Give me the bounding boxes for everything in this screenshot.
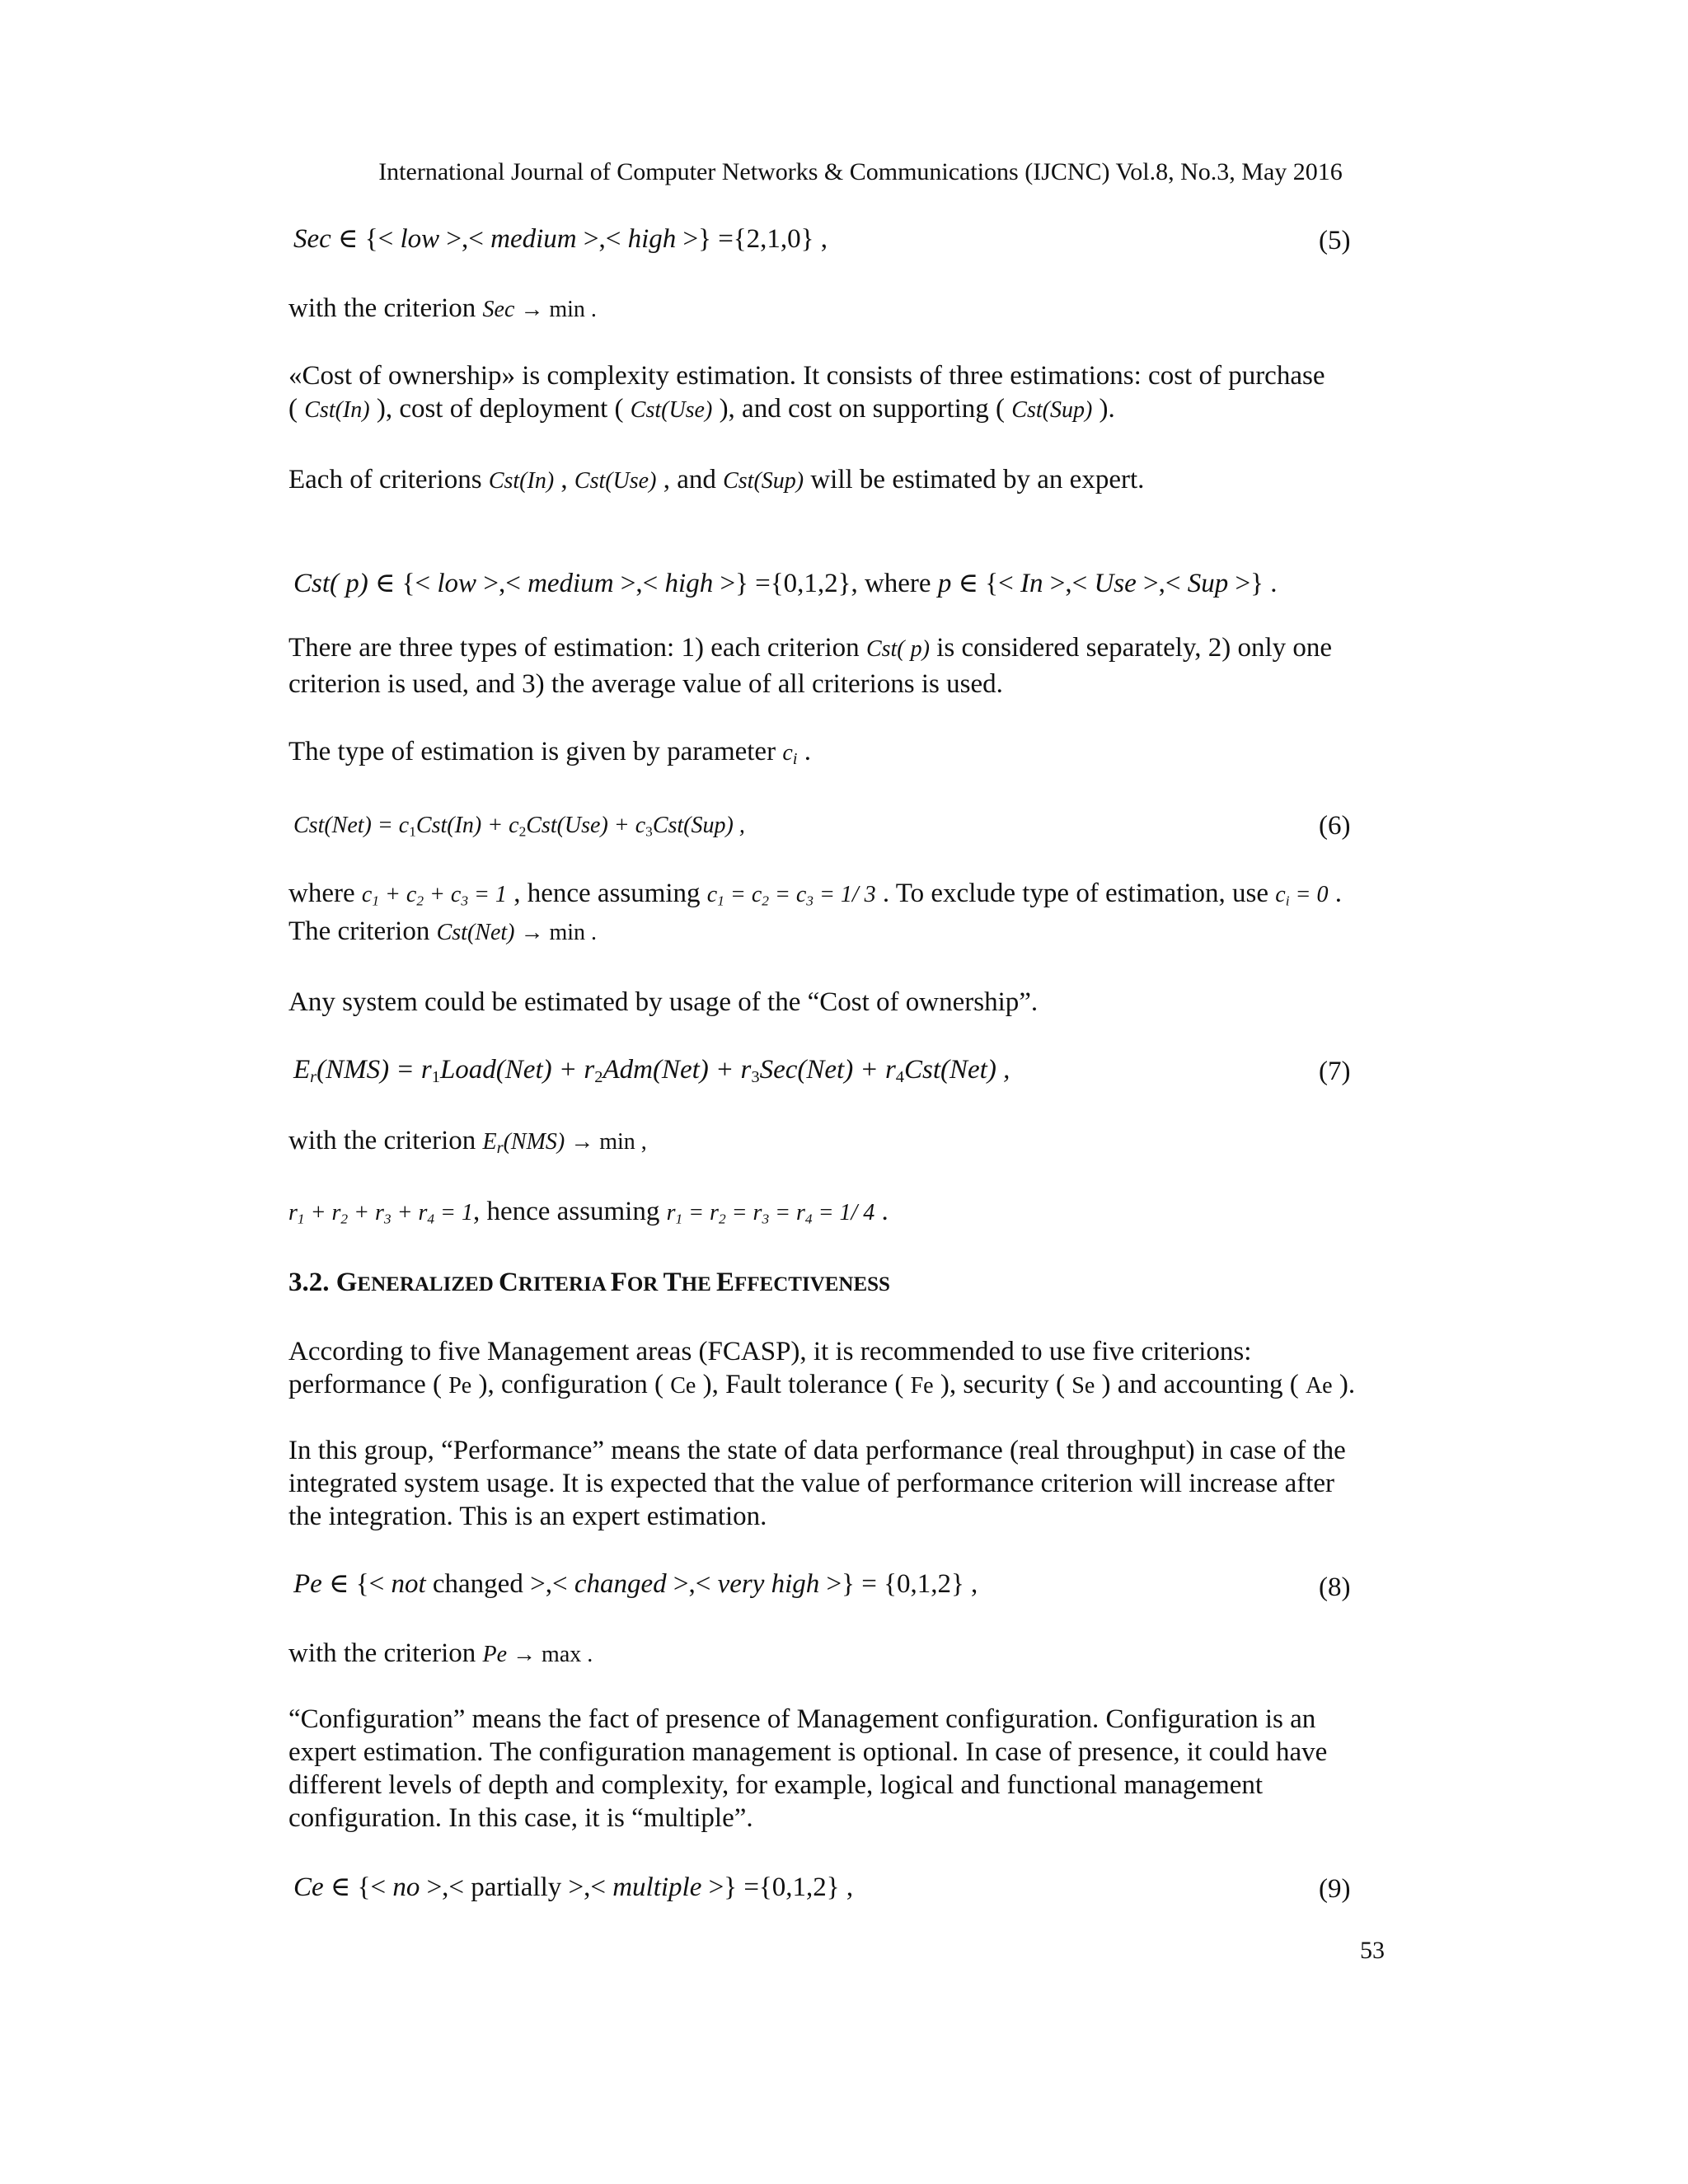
fcasp-line-1: According to five Management areas (FCASP), it is recommended to use five criterions: (288, 1337, 1252, 1366)
configuration-line-2: expert estimation. The configuration management is optional. In case of presence, it could have (288, 1737, 1328, 1767)
performance-line-3: the integration. This is an expert estimation. (288, 1502, 767, 1531)
page-number: 53 (1360, 1937, 1385, 1964)
equation-9: Ce ∈ {< no >,< partially >,< multiple >} ={0,1,2} , (293, 1872, 854, 1902)
fcasp-line-2: performance ( Pe ), configuration ( Ce ), Fault tolerance ( Fe ), security ( Se ) and accounting ( Ae ). (288, 1370, 1356, 1399)
performance-line-1: In this group, “Performance” means the state of data performance (real throughput) in case of the (288, 1436, 1346, 1465)
equation-6-number: (6) (1319, 811, 1351, 841)
cost-ownership-line-1: «Cost of ownership» is complexity estimation. It consists of three estimations: cost of purchase (288, 361, 1325, 391)
equation-9-number: (9) (1319, 1874, 1351, 1904)
journal-header: International Journal of Computer Networks & Communications (IJCNC) Vol.8, No.3, May 2016 (378, 158, 1343, 185)
section-heading: 3.2. GENERALIZED CRITERIA FOR THE EFFECTIVENESS (288, 1268, 890, 1297)
cost-ownership-line-2: ( Cst(In) ), cost of deployment ( Cst(Use) ), and cost on supporting ( Cst(Sup) ). (288, 394, 1115, 424)
equation-7-number: (7) (1319, 1057, 1351, 1086)
configuration-line-4: configuration. In this case, it is “multiple”. (288, 1803, 753, 1833)
configuration-line-1: “Configuration” means the fact of presence of Management configuration. Configuration is an (288, 1704, 1316, 1734)
equation-cst-p: Cst( p) ∈ {< low >,< medium >,< high >} ={0,1,2}, where p ∈ {< In >,< Use >,< Sup >} . (293, 569, 1278, 598)
any-system-paragraph: Any system could be estimated by usage of the “Cost of ownership”. (288, 987, 1039, 1017)
performance-line-2: integrated system usage. It is expected that the value of performance criterion will increase after (288, 1469, 1335, 1498)
r-sum-line: $r_1 + r_2 + r_3 + r_4 = 1$, hence assuming $r_1 = r_2 = r_3 = r_4 = 1/$ 4 . (288, 1197, 889, 1227)
criterion-pe: with the criterion Pe → max . (288, 1638, 593, 1668)
configuration-line-3: different levels of depth and complexity, for example, logical and functional management (288, 1770, 1264, 1800)
criterion-sec: with the criterion Sec → min . (288, 293, 597, 323)
equation-5: Sec ∈ {< low >,< medium >,< high >} ={2,1,0} , (293, 224, 828, 254)
equation-7: $E_r(NMS)$ = $r_1Load(Net) + r_2Adm(Net) + r_3Sec(Net) + r_4Cst(Net)$ , (293, 1055, 1010, 1087)
where-c-line: where $c_1 + c_2 + c_3 = 1$ , hence assuming $c_1 = c_2 = c_3 = 1/$ 3 . To exclude type of estimation, use $c_i = 0$ . (288, 879, 1342, 909)
equation-6: $Cst(Net) = c_1Cst(In) + c_2Cst(Use) + c_3Cst(Sup)$ , (293, 813, 745, 840)
equation-8-number: (8) (1319, 1572, 1351, 1602)
criterion-cst-net: The criterion Cst(Net) → min . (288, 916, 598, 946)
equation-5-number: (5) (1319, 226, 1351, 255)
equation-8: Pe ∈ {< not changed >,< changed >,< very high >} = {0,1,2} , (293, 1569, 978, 1599)
criterion-er: with the criterion $E_r(NMS) \to \min$ , (288, 1126, 647, 1158)
types-line-1: There are three types of estimation: 1) each criterion Cst( p) is considered separately, 2) only one (288, 633, 1333, 663)
each-criterion-paragraph: Each of criterions Cst(In) , Cst(Use) , and Cst(Sup) will be estimated by an expert. (288, 465, 1145, 494)
types-line-2: criterion is used, and 3) the average value of all criterions is used. (288, 669, 1003, 699)
parameter-paragraph: The type of estimation is given by parameter $c_i$ . (288, 737, 811, 769)
